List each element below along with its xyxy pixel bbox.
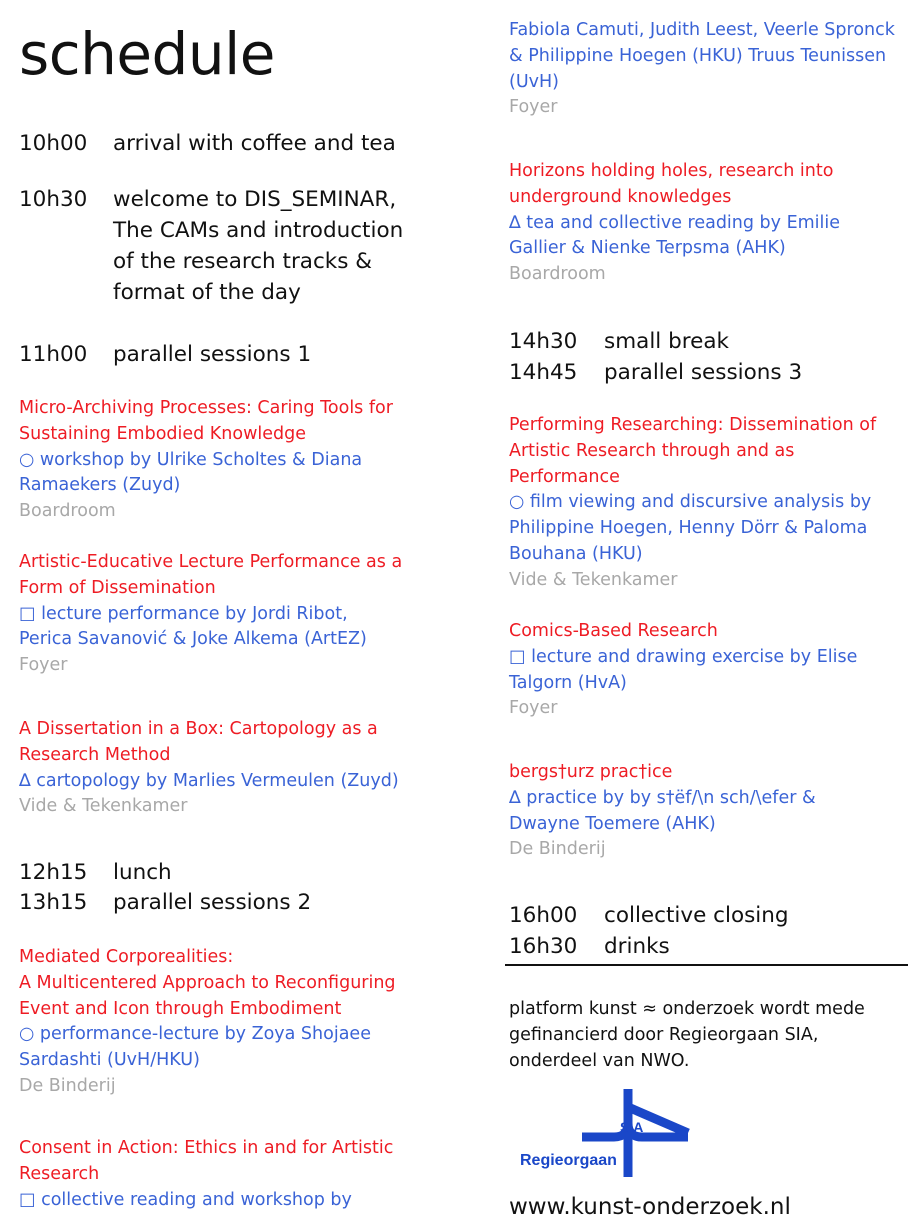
session-title: Comics-Based Research (509, 621, 718, 641)
schedule-row (509, 357, 802, 388)
row-label: arrival with coffee and tea (113, 131, 396, 156)
row-label: parallel sessions 2 (113, 890, 312, 915)
session-block (509, 413, 899, 594)
schedule-row (19, 339, 311, 370)
page-title: schedule (19, 20, 275, 88)
schedule-row (19, 857, 172, 888)
session-block (509, 619, 889, 722)
session-description: ∆ cartopology by Marlies Vermeulen (Zuyd) (19, 770, 399, 791)
divider (505, 964, 908, 966)
row-label: parallel sessions 1 (113, 342, 312, 367)
row-label: lunch (113, 860, 172, 885)
session-title: Horizons holding holes, research into underground knowledges (509, 161, 834, 207)
session-description: ∆ practice by by s†ëf/\n sch/\efer & Dwayne Toemere (AHK) (509, 787, 816, 834)
session-room: Boardroom (19, 501, 116, 522)
time-label: 12h15 (19, 860, 88, 885)
schedule-row (19, 887, 311, 918)
session-room: Vide & Tekenkamer (19, 796, 188, 817)
time-label: 14h30 (509, 329, 578, 354)
time-label: 16h00 (509, 903, 578, 928)
time-label: 14h45 (509, 360, 578, 385)
session-description: Fabiola Camuti, Judith Leest, Veerle Spronck & Philippine Hoegen (HKU) Truus Teunissen (UvH) (509, 20, 895, 92)
session-title: Consent in Action: Ethics in and for Artistic Research (19, 1138, 394, 1184)
row-label: small break (604, 329, 729, 354)
website-link[interactable]: www.kunst-onderzoek.nl (509, 1194, 791, 1220)
session-title: Artistic-Educative Lecture Performance as a Form of Dissemination (19, 552, 403, 598)
logo-main-text: Regieorgaan (520, 1152, 617, 1169)
session-title: Micro-Archiving Processes: Caring Tools for Sustaining Embodied Knowledge (19, 398, 393, 444)
row-label: parallel sessions 3 (604, 360, 803, 385)
session-room: De Binderij (19, 1075, 116, 1096)
schedule-row (509, 900, 789, 931)
session-description: ○ film viewing and discursive analysis by Philippine Hoegen, Henny Dörr & Paloma Bouhana (HKU) (509, 492, 872, 564)
schedule-row (19, 184, 419, 308)
session-block (19, 1136, 414, 1213)
schedule-row (19, 128, 396, 159)
time-label: 16h30 (509, 934, 578, 959)
sia-logo (516, 1085, 694, 1181)
time-label: 13h15 (19, 890, 88, 915)
schedule-row (509, 931, 670, 962)
session-description: ○ workshop by Ulrike Scholtes & Diana Ramaekers (Zuyd) (19, 449, 363, 496)
session-title: A Dissertation in a Box: Cartopology as a Research Method (19, 719, 378, 765)
time-label: 10h00 (19, 131, 88, 156)
session-room: Vide & Tekenkamer (509, 569, 678, 590)
time-label: 10h30 (19, 187, 88, 212)
session-block (19, 945, 419, 1100)
session-description: ○ performance-lecture by Zoya Shojaee Sardashti (UvH/HKU) (19, 1024, 371, 1071)
session-block (19, 396, 419, 525)
session-title: Performing Researching: Dissemination of Artistic Research through and as Performance (509, 415, 877, 487)
session-description: □ collective reading and workshop by (19, 1189, 352, 1210)
session-block (19, 717, 404, 820)
session-block (509, 159, 889, 288)
session-room: Boardroom (509, 264, 606, 285)
session-title: bergs†urz prac†ice (509, 762, 673, 782)
session-title-continued: A Multicentered Approach to Reconfiguring Event and Icon through Embodiment (19, 972, 396, 1019)
session-room: De Binderij (509, 839, 606, 860)
funding-note: platform kunst ≈ onderzoek wordt mede gefinancierd door Regieorgaan SIA, onderdeel van NWO. (509, 999, 865, 1071)
row-label: welcome to DIS_SEMINAR, The CAMs and introduction of the research tracks & format of the day (113, 187, 404, 305)
session-block (509, 760, 889, 863)
session-description: □ lecture and drawing exercise by Elise Talgorn (HvA) (509, 646, 858, 693)
session-description: ∆ tea and collective reading by Emilie Gallier & Nienke Terpsma (AHK) (509, 212, 841, 259)
logo-sia-text: SIA (620, 1119, 644, 1135)
session-room: Foyer (509, 698, 558, 719)
row-label: collective closing (604, 903, 789, 928)
session-room: Foyer (19, 655, 68, 676)
session-title: Mediated Corporealities: (19, 947, 234, 967)
session-block-continued (509, 18, 899, 121)
session-block (19, 550, 409, 679)
session-room: Foyer (509, 97, 558, 118)
session-description: □ lecture performance by Jordi Ribot, Perica Savanović & Joke Alkema (ArtEZ) (19, 603, 367, 650)
time-label: 11h00 (19, 342, 88, 367)
schedule-row (509, 326, 729, 357)
row-label: drinks (604, 934, 670, 959)
